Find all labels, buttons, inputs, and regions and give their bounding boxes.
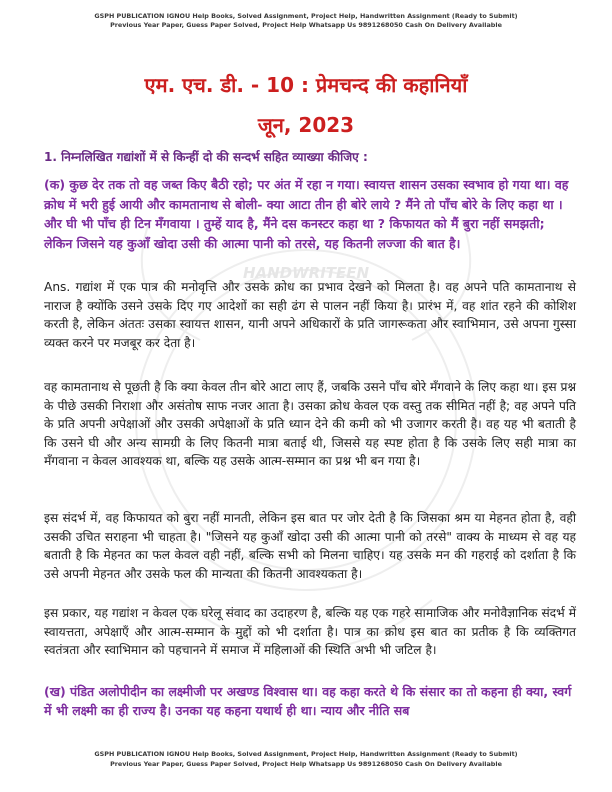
answer-paragraph-2: वह कामतानाथ से पूछती है कि क्या केवल तीन बोरे आटा लाए हैं, जबकि उसने पाँच बोरे मँगवाने के लिए कहा था। इस प्रश्न के पीछे उसकी निराशा और असंतोष साफ नजर आता है। उसका क्रोध केवल एक वस्तु तक सीमित नहीं है; वह अपने पति के प्रति अपनी अपेक्षाओं और उसकी अपेक्षाओं के प्रति ध्यान देने की कमी को भी उजागर करती है। वह यह भी बताती है कि उसने घी और अन्य सामग्री के लिए कितनी मात्रा बताई थी, जिससे यह स्पष्ट होता है कि उसके लिए सही मात्रा का मँगवाना न केवल आवश्यक था, बल्कि यह उसके आत्म-सम्मान का प्रश्न भी बन गया है। bbox=[44, 380, 576, 469]
header-line-2: Previous Year Paper, Guess Paper Solved, Project Help Whatsapp Us 9891268050 Cash On Delivery Available bbox=[110, 21, 502, 29]
question-a: (क) कुछ देर तक तो वह जब्त किए बैठी रहो; पर अंत में रहा न गया। स्वायत्त शासन उसका स्वभाव हो गया था। वह क्रोध में भरी हुई आयी और कामतानाथ से बोली- क्या आटा तीन ही बोरे लाये ? मैंने तो पाँच बोरे के लिए कहा था । और घी भी पाँच ही टिन मँगवाया । तुम्हें याद है, मैंने दस कनस्टर कहा था ? किफायत को मैं बुरा नहीं समझती; लेकिन जिसने यह कुआँ खोदा उसी की आत्मा पानी को तरसे, यह कितनी लज्जा की बात है। bbox=[44, 177, 569, 251]
header-line-1: GSPH PUBLICATION IGNOU Help Books, Solved Assignment, Project Help, Handwritten Assignment (Ready to Submit) bbox=[94, 12, 518, 20]
exam-date: जून, 2023 bbox=[257, 113, 355, 137]
answer-paragraph-4: इस प्रकार, यह गद्यांश न केवल एक घरेलू संवाद का उदाहरण है, बल्कि यह एक गहरे सामाजिक और मनोवैज्ञानिक संदर्भ में स्वायत्तता, अपेक्षाएँ और आत्म-सम्मान के मुद्दों को भी दर्शाता है। पात्र का क्रोध इस बात का प्रतीक है कि व्यक्तिगत स्वतंत्रता और स्वाभिमान को पहचानने में समाज में महिलाओं की स्थिति अभी भी जटिल है। bbox=[44, 606, 576, 657]
question-heading: 1. निम्नलिखित गद्यांशों में से किन्हीं दो की सन्दर्भ सहित व्याख्या कीजिए : bbox=[44, 150, 368, 164]
page-title: एम. एच. डी. - 10 : प्रेमचन्द की कहानियाँ bbox=[144, 73, 468, 97]
answer-paragraph-1: Ans. गद्यांश में एक पात्र की मनोवृत्ति और उसके क्रोध का प्रभाव देखने को मिलता है। वह अपने पति कामतानाथ से नाराज है क्योंकि उसने उसके दिए गए आदेशों का सही ढंग से पालन नहीं किया है। प्रारंभ में, वह शांत रहने की कोशिश करती है, लेकिन अंततः उसका स्वायत्त शासन, यानी अपने अधिकारों के प्रति जागरूकता और स्वाभिमान, उसे अपना गुस्सा व्यक्त करने पर मजबूर कर देता है। bbox=[44, 280, 576, 350]
footer-line-1: GSPH PUBLICATION IGNOU Help Books, Solved Assignment, Project Help, Handwritten Assignment (Ready to Submit) bbox=[94, 750, 518, 758]
footer-line-2: Previous Year Paper, Guess Paper Solved, Project Help Whatsapp Us 9891268050 Cash On Delivery Available bbox=[110, 760, 502, 768]
answer-paragraph-3: इस संदर्भ में, वह किफायत को बुरा नहीं मानती, लेकिन इस बात पर जोर देती है कि जिसका श्रम या मेहनत होता है, वही उसकी उचित सराहना भी चाहता है। "जिसने यह कुआँ खोदा उसी की आत्मा पानी को तरसे" वाक्य के माध्यम से वह यह बताती है कि मेहनत का फल केवल वही नहीं, बल्कि सभी को मिलना चाहिए। यह उसके मन की गहराई को दर्शाता है कि उसे अपनी मेहनत और उसके फल की मान्यता की कितनी आवश्यकता है। bbox=[44, 511, 576, 581]
question-b: (ख) पंडित अलोपीदीन का लक्ष्मीजी पर अखण्ड विश्वास था। वह कहा करते थे कि संसार का तो कहना ही क्या, स्वर्ग में भी लक्ष्मी का ही राज्य है। उनका यह कहना यथार्थ ही था। न्याय और नीति सब bbox=[44, 684, 572, 718]
watermark-text: HANDWRITEEN bbox=[242, 264, 370, 282]
